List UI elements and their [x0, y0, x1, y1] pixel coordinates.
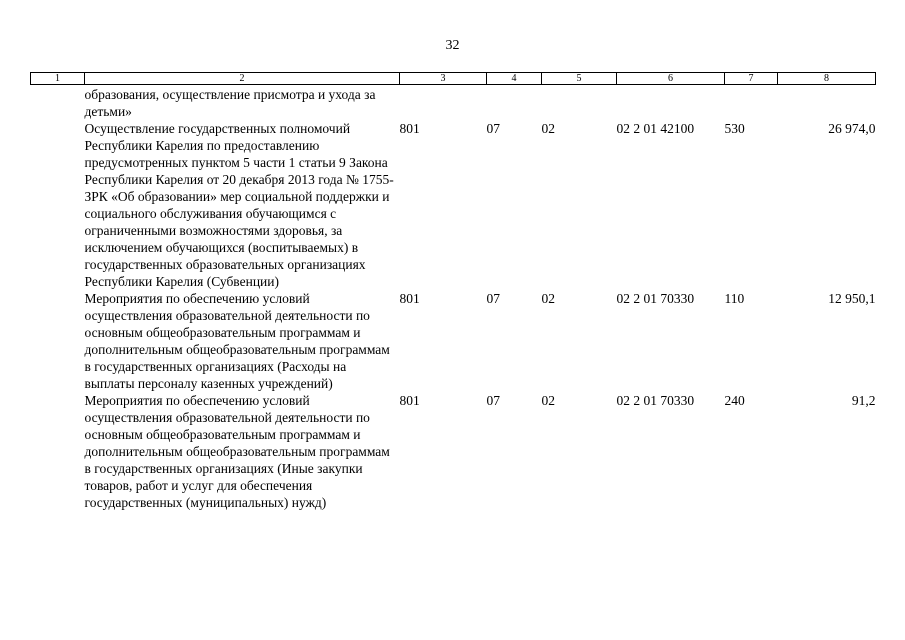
row-subsection: 02: [541, 121, 555, 136]
table-body: [31, 85, 876, 512]
row-subsection: 02: [541, 291, 555, 306]
header-col-8: 8: [778, 73, 876, 85]
header-row: [31, 73, 876, 85]
table-header: [31, 73, 876, 85]
row-expense-type: 530: [724, 121, 745, 136]
row-amount: 91,2: [851, 393, 876, 408]
row-target-article: 02 2 01 70330: [616, 393, 695, 408]
row-admin-code: 801: [399, 291, 420, 306]
row-admin-code: 801: [399, 393, 420, 408]
row-amount: 12 950,1: [828, 291, 876, 306]
row-expense-type: 110: [724, 291, 745, 306]
row-section: 07: [486, 121, 500, 136]
budget-table: [30, 72, 876, 511]
header-col-1: 1: [31, 73, 85, 85]
row-description: Осуществление государственных полномочий Республики Карелия по предоставлению предусмотренных пунктом 5 части 1 статьи 9 Закона Республики Карелия от 20 декабря 2013 года № 1755-ЗРК «Об образовании» мер социальной поддержки и социального обслуживания обучающимся с ограниченными возможностями здоровья, за исключением обучающихся (воспитываемых) в государственных образовательных организациях Республики Карелия (Субвенции): [84, 121, 394, 289]
row-target-article: 02 2 01 42100: [616, 121, 695, 136]
header-col-4: 4: [487, 73, 542, 85]
row-description: Мероприятия по обеспечению условий осуществления образовательной деятельности по основным общеобразовательным программам и дополнительным общеобразовательным программам в государственных организациях (Расходы на выплаты персоналу казенных учреждений): [84, 291, 390, 391]
row-admin-code: 801: [399, 121, 420, 136]
table-row: [31, 120, 876, 290]
row-description: Мероприятия по обеспечению условий осуществления образовательной деятельности по основным общеобразовательным программам и дополнительным общеобразовательным программам в государственных организациях (Иные закупки товаров, работ и услуг для обеспечения государственных (муниципальных) нужд): [84, 393, 390, 510]
row-amount: 26 974,0: [828, 121, 876, 136]
row-subsection: 02: [541, 393, 555, 408]
table-row: [31, 392, 876, 511]
header-col-2: 2: [85, 73, 400, 85]
header-col-7: 7: [725, 73, 778, 85]
table-row: [31, 290, 876, 392]
continuation-description: образования, осуществление присмотра и ухода за детьми»: [84, 87, 376, 119]
row-expense-type: 240: [724, 393, 745, 408]
header-col-5: 5: [542, 73, 617, 85]
row-section: 07: [486, 393, 500, 408]
page-number: 32: [445, 38, 460, 53]
continuation-row: [31, 85, 876, 121]
header-col-3: 3: [400, 73, 487, 85]
row-target-article: 02 2 01 70330: [616, 291, 695, 306]
header-col-6: 6: [617, 73, 725, 85]
row-section: 07: [486, 291, 500, 306]
